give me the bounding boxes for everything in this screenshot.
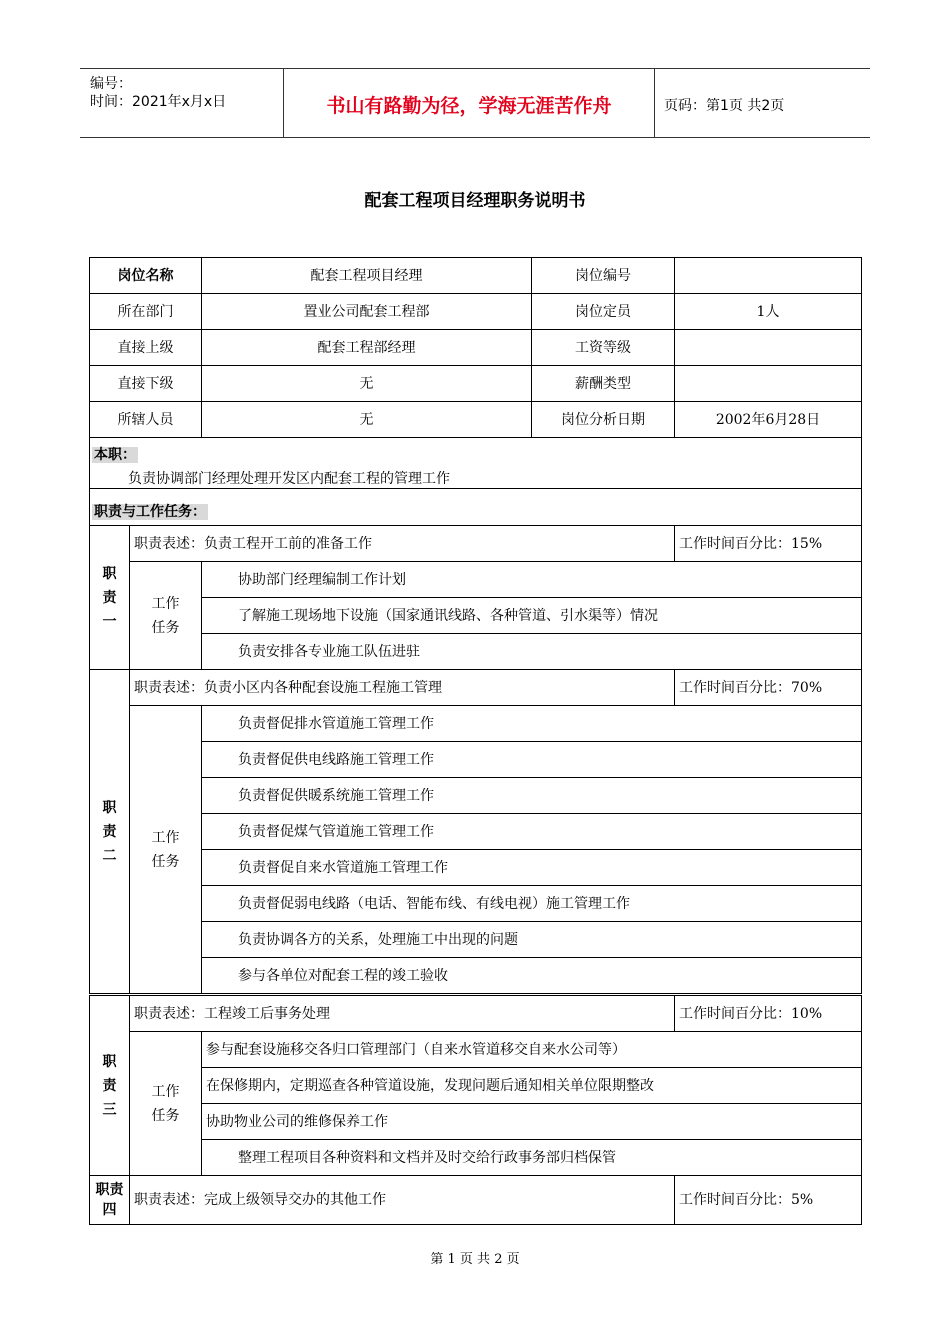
info-key-position-no: 岗位编号 xyxy=(531,257,675,294)
info-key-pay-type: 薪酬类型 xyxy=(531,365,675,402)
duty-1-task: 负责安排各专业施工队伍进驻 xyxy=(201,633,862,670)
core-duty-section xyxy=(89,437,862,489)
duty-2-task: 负责督促供电线路施工管理工作 xyxy=(201,741,862,778)
duties-section-header xyxy=(89,488,862,526)
duty-1-task: 协助部门经理编制工作计划 xyxy=(201,561,862,598)
duty-2-number: 职 责 二 xyxy=(89,669,130,994)
info-value-analysis-date: 2002年6月28日 xyxy=(674,401,862,438)
duty-3-task-label: 工作 任务 xyxy=(129,1031,202,1176)
duty-1-task: 了解施工现场地下设施（国家通讯线路、各种管道、引水渠等）情况 xyxy=(201,597,862,634)
duty-3-task: 协助物业公司的维修保养工作 xyxy=(201,1103,862,1140)
duty-4-description: 职责表述：完成上级领导交办的其他工作 xyxy=(129,1175,675,1225)
duty-2-task-label: 工作 任务 xyxy=(129,705,202,994)
duty-1-description: 职责表述：负责工程开工前的准备工作 xyxy=(129,525,675,562)
duty-1-time-percent: 工作时间百分比：15% xyxy=(674,525,862,562)
duty-4-number: 职责 四 xyxy=(89,1175,130,1225)
job-description-table xyxy=(89,257,862,1225)
info-value-position-name: 配套工程项目经理 xyxy=(201,257,532,294)
page-header xyxy=(80,68,870,138)
info-value-subordinate: 无 xyxy=(201,365,532,402)
duty-2-task: 负责督促排水管道施工管理工作 xyxy=(201,705,862,742)
duty-2-task: 负责督促供暖系统施工管理工作 xyxy=(201,777,862,814)
duty-1-task-label: 工作 任务 xyxy=(129,561,202,670)
header-motto: 书山有路勤为径，学海无涯苦作舟 xyxy=(326,95,612,117)
info-key-salary-grade: 工资等级 xyxy=(531,329,675,366)
info-value-superior: 配套工程部经理 xyxy=(201,329,532,366)
info-key-position-name: 岗位名称 xyxy=(89,257,202,294)
duty-2-task: 负责督促弱电线路（电话、智能布线、有线电视）施工管理工作 xyxy=(201,885,862,922)
header-page-info: 页码：第1页 共2页 xyxy=(664,98,785,114)
info-key-superior: 直接上级 xyxy=(89,329,202,366)
duty-2-task: 负责协调各方的关系，处理施工中出现的问题 xyxy=(201,921,862,958)
core-duty-label: 本职： xyxy=(94,447,136,463)
duties-label: 职责与工作任务： xyxy=(94,504,206,520)
duty-2-task: 负责督促煤气管道施工管理工作 xyxy=(201,813,862,850)
duty-3-task: 整理工程项目各种资料和文档并及时交给行政事务部归档保管 xyxy=(201,1139,862,1176)
info-key-staff: 所辖人员 xyxy=(89,401,202,438)
date-label: 时间：2021年x月x日 xyxy=(90,94,227,110)
core-duty-text: 负责协调部门经理处理开发区内配套工程的管理工作 xyxy=(128,471,450,487)
header-page-cell xyxy=(654,69,870,137)
info-value-staff: 无 xyxy=(201,401,532,438)
duty-1-number: 职 责 一 xyxy=(89,525,130,670)
info-key-analysis-date: 岗位分析日期 xyxy=(531,401,675,438)
header-meta xyxy=(80,69,283,137)
info-value-pay-type xyxy=(674,365,862,402)
duty-3-task: 在保修期内，定期巡查各种管道设施，发现问题后通知相关单位限期整改 xyxy=(201,1067,862,1104)
page-footer: 第 1 页 共 2 页 xyxy=(430,1252,520,1267)
duty-3-time-percent: 工作时间百分比：10% xyxy=(674,995,862,1032)
duty-3-description: 职责表述：工程竣工后事务处理 xyxy=(129,995,675,1032)
info-key-headcount: 岗位定员 xyxy=(531,293,675,330)
info-value-headcount: 1人 xyxy=(674,293,862,330)
info-value-salary-grade xyxy=(674,329,862,366)
serial-label: 编号： xyxy=(90,76,132,92)
duty-4-time-percent: 工作时间百分比：5% xyxy=(674,1175,862,1225)
duty-2-task: 负责督促自来水管道施工管理工作 xyxy=(201,849,862,886)
duty-2-description: 职责表述：负责小区内各种配套设施工程施工管理 xyxy=(129,669,675,706)
document-title: 配套工程项目经理职务说明书 xyxy=(364,191,586,211)
info-value-department: 置业公司配套工程部 xyxy=(201,293,532,330)
duty-3-number: 职 责 三 xyxy=(89,995,130,1176)
info-key-department: 所在部门 xyxy=(89,293,202,330)
duty-2-task: 参与各单位对配套工程的竣工验收 xyxy=(201,957,862,994)
info-key-subordinate: 直接下级 xyxy=(89,365,202,402)
header-motto-cell xyxy=(283,69,655,137)
duty-2-time-percent: 工作时间百分比：70% xyxy=(674,669,862,706)
duty-3-task: 参与配套设施移交各归口管理部门（自来水管道移交自来水公司等） xyxy=(201,1031,862,1068)
info-value-position-no xyxy=(674,257,862,294)
